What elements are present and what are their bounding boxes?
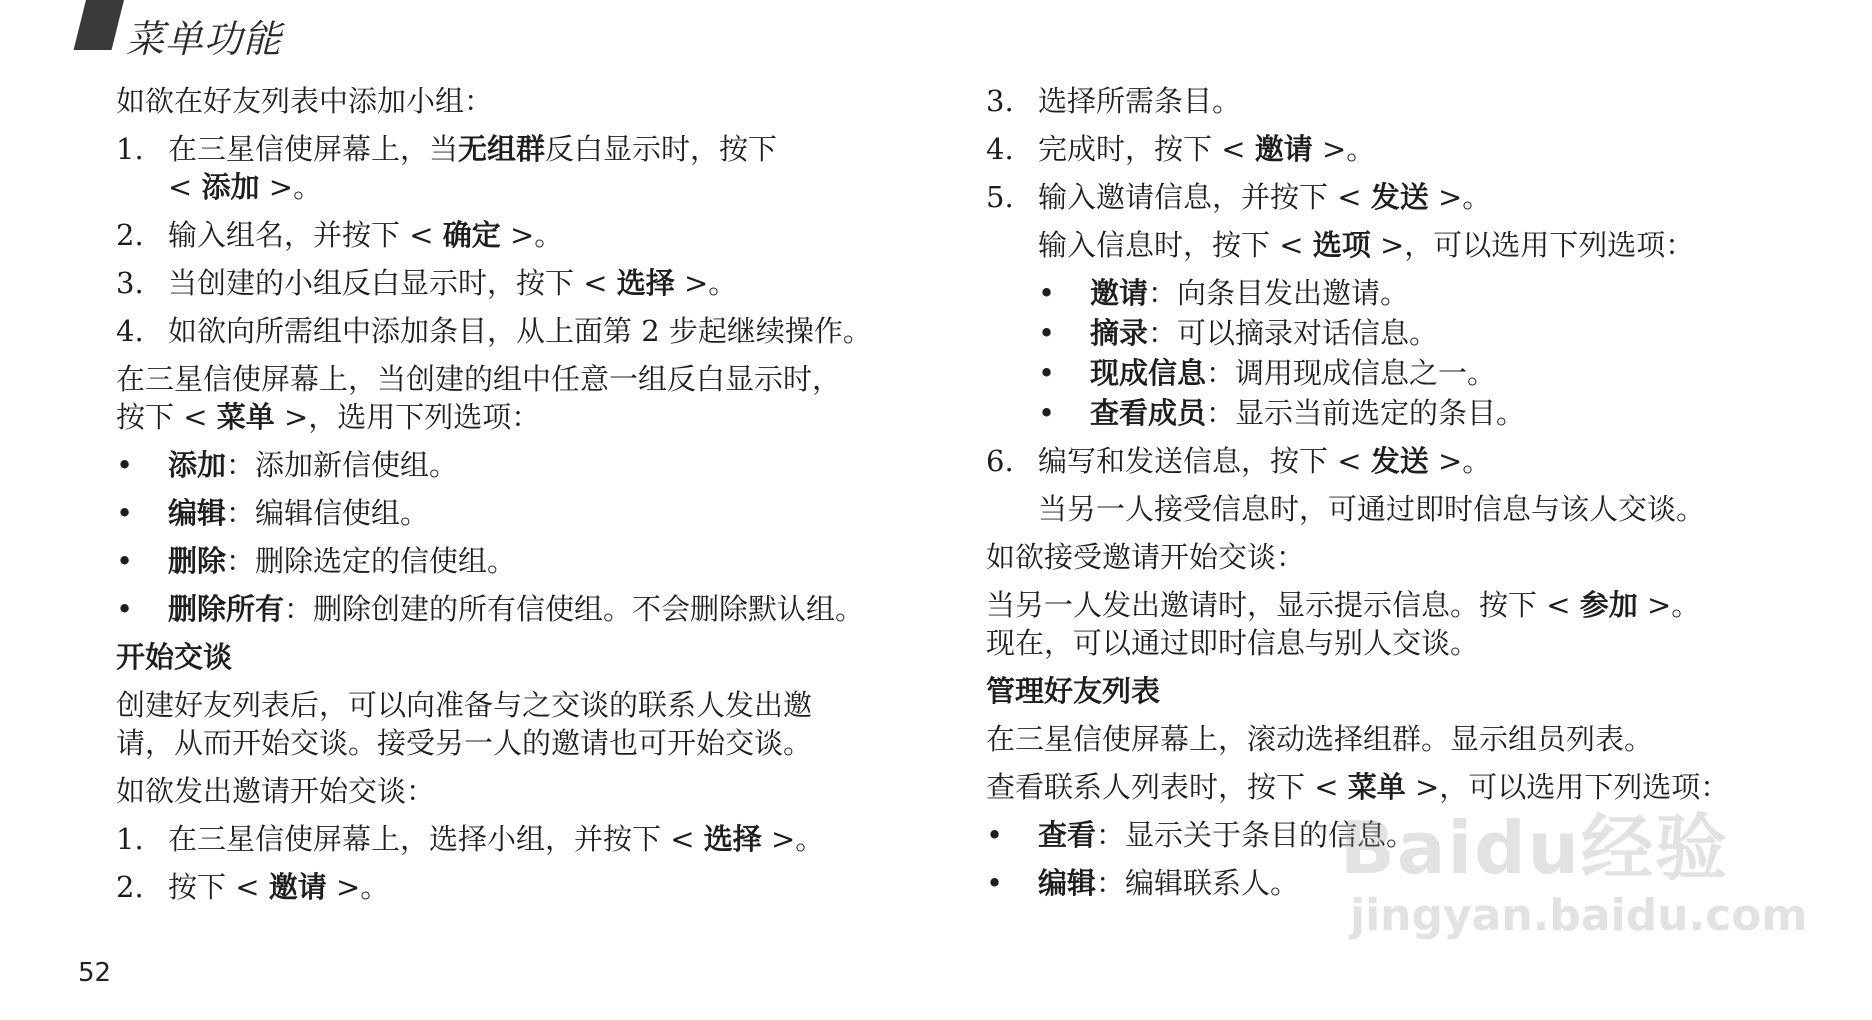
bullet-icon: • <box>116 544 134 578</box>
sub-paragraph: 输入信息时，按下 < 选项 >，可以选用下列选项： <box>1038 228 1695 262</box>
bullet-icon: • <box>1038 396 1056 430</box>
step-item: 4. 完成时，按下 < 邀请 >。 <box>986 132 1376 166</box>
intro-send-invite: 如欲发出邀请开始交谈： <box>116 774 436 808</box>
bullet-icon: • <box>986 866 1004 900</box>
intro-accept-invite: 如欲接受邀请开始交谈： <box>986 540 1306 574</box>
option-item: • 查看：显示关于条目的信息。 <box>986 818 1416 852</box>
step-item: 3. 当创建的小组反白显示时，按下 < 选择 >。 <box>116 266 738 300</box>
option-item: • 查看成员：显示当前选定的条目。 <box>1038 396 1526 430</box>
left-column <box>116 82 916 916</box>
bullet-icon: • <box>116 496 134 530</box>
paragraph: 创建好友列表后，可以向准备与之交谈的联系人发出邀 请，从而开始交谈。接受另一人的邀请也可开始交谈。 <box>116 688 813 760</box>
paragraph: 当另一人发出邀请时，显示提示信息。按下 < 参加 >。 现在，可以通过即时信息与别人交谈。 <box>986 588 1701 660</box>
option-item: • 添加：添加新信使组。 <box>116 448 459 482</box>
step-item: 2. 按下 < 邀请 >。 <box>116 870 390 904</box>
option-item: • 编辑：编辑信使组。 <box>116 496 430 530</box>
paragraph: 在三星信使屏幕上，滚动选择组群。显示组员列表。 <box>986 722 1654 756</box>
bullet-icon: • <box>116 592 134 626</box>
bullet-icon: • <box>986 818 1004 852</box>
paragraph: 在三星信使屏幕上，当创建的组中任意一组反白显示时， 按下 < 菜单 >，选用下列选项： <box>116 362 842 434</box>
bullet-icon: • <box>1038 276 1056 310</box>
bullet-icon: • <box>116 448 134 482</box>
step-item: 6. 编写和发送信息，按下 < 发送 >。 <box>986 444 1492 478</box>
paragraph: 查看联系人列表时，按下 < 菜单 >，可以选用下列选项： <box>986 770 1730 804</box>
option-item: • 编辑：编辑联系人。 <box>986 866 1300 900</box>
option-list <box>986 274 1786 432</box>
page-number: 52 <box>78 958 112 988</box>
section-title: 菜单功能 <box>126 17 283 61</box>
right-column <box>986 82 1786 912</box>
step-item: 1. 在三星信使屏幕上，当无组群反白显示时，按下 < 添加 >。 <box>116 132 778 204</box>
bullet-icon: • <box>1038 316 1056 350</box>
option-item: • 摘录：可以摘录对话信息。 <box>1038 316 1439 350</box>
step-item: 1. 在三星信使屏幕上，选择小组，并按下 < 选择 >。 <box>116 822 825 856</box>
option-item: • 删除：删除选定的信使组。 <box>116 544 517 578</box>
step-item: 4. 如欲向所需组中添加条目，从上面第 2 步起继续操作。 <box>116 314 872 348</box>
header-bar <box>74 0 124 50</box>
step-item: 5. 输入邀请信息，并按下 < 发送 >。 <box>986 180 1492 214</box>
step-item: 3. 选择所需条目。 <box>986 84 1242 118</box>
sub-paragraph: 当另一人接受信息时，可通过即时信息与该人交谈。 <box>1038 492 1706 526</box>
option-item: • 删除所有：删除创建的所有信使组。不会删除默认组。 <box>116 592 865 626</box>
bullet-icon: • <box>1038 356 1056 390</box>
intro-add-group: 如欲在好友列表中添加小组： <box>116 84 494 118</box>
heading-start-chat: 开始交谈 <box>116 640 233 674</box>
option-item: • 邀请：向条目发出邀请。 <box>1038 276 1410 310</box>
watermark <box>1340 790 1808 960</box>
watermark-logo: Baidu经验 <box>1340 806 1729 890</box>
option-item: • 现成信息：调用现成信息之一。 <box>1038 356 1497 390</box>
watermark-url: jingyan.baidu.com <box>1350 890 1808 941</box>
step-item: 2. 输入组名，并按下 < 确定 >。 <box>116 218 564 252</box>
heading-manage-list: 管理好友列表 <box>986 674 1161 708</box>
